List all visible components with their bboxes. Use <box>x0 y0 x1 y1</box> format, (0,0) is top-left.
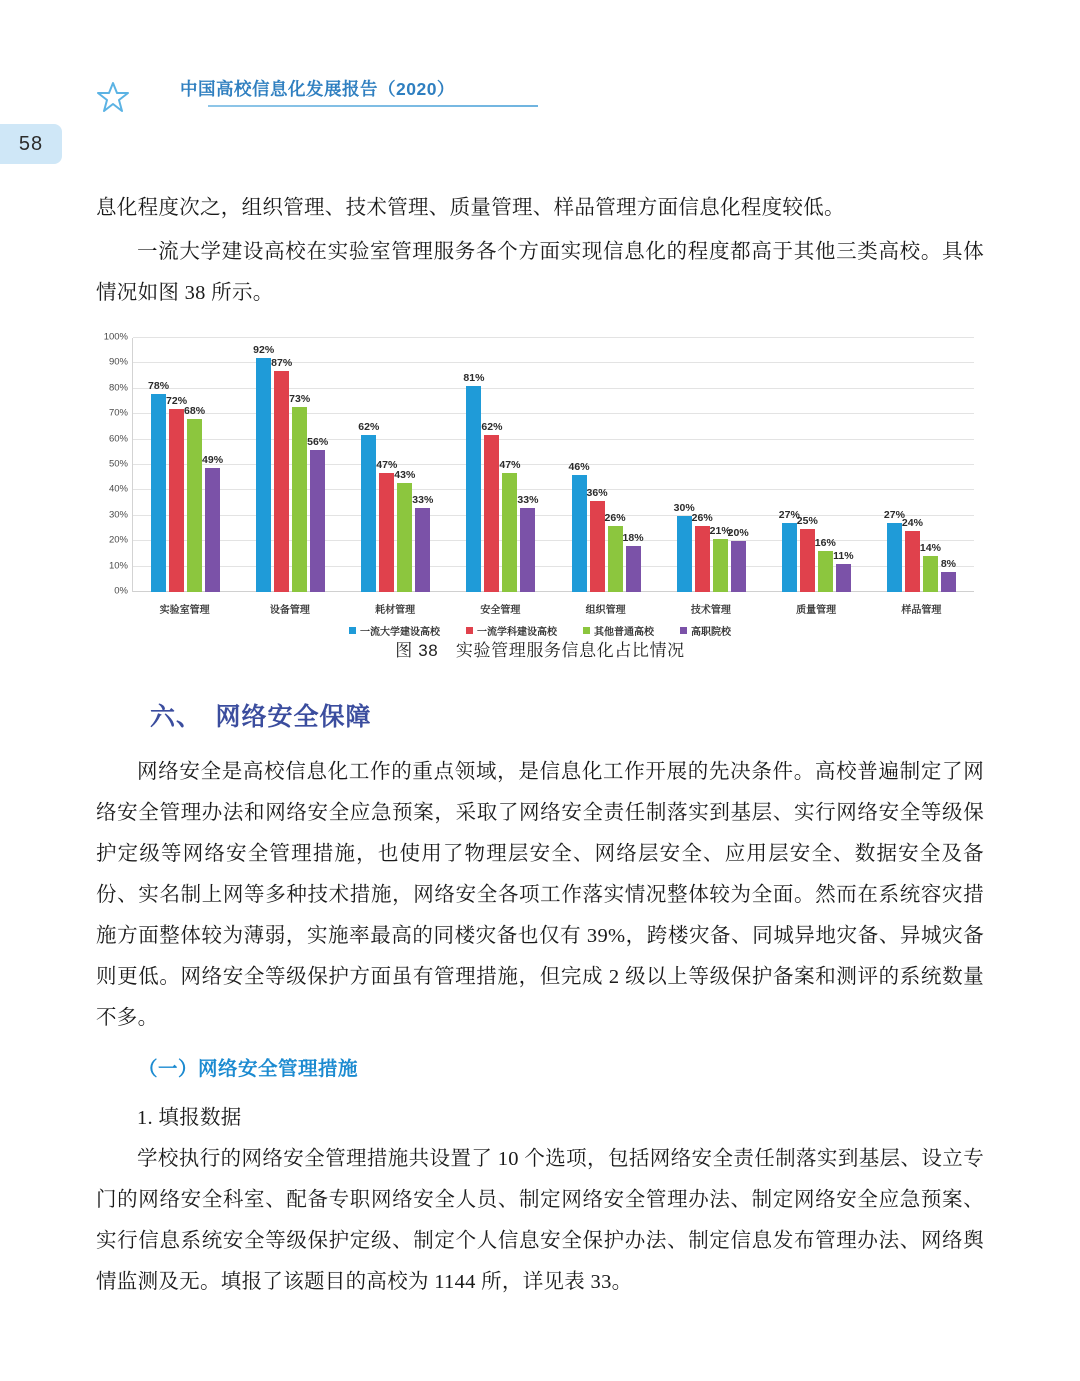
subsection-heading-management-measures: （一）网络安全管理措施 <box>138 1058 359 1080</box>
figure-caption: 图 38 实验管理服务信息化占比情况 <box>395 641 685 660</box>
chart-bar-fill <box>608 526 623 592</box>
chart-bar-fill <box>292 407 307 592</box>
chart-bar <box>376 458 398 592</box>
chart-y-axis-tick: 100% <box>103 331 128 343</box>
chart-bar-fill <box>713 539 728 592</box>
chart-group <box>659 338 764 592</box>
chart-y-axis-tick: 0% <box>114 585 128 597</box>
chart-bar-fill <box>151 394 166 592</box>
chart-legend-label: 其他普通高校 <box>594 627 654 638</box>
chart-bar <box>412 494 434 592</box>
section-heading-network-security: 六、 网络安全保障 <box>150 703 372 731</box>
chart-bar <box>727 527 749 592</box>
chart-bar-value-label: 24% <box>901 517 923 530</box>
chart-bar-fill <box>818 551 833 592</box>
chart-bar <box>833 550 854 592</box>
chart-bar-fill <box>466 386 481 592</box>
chart-bar <box>940 557 957 592</box>
chart-bar-fill <box>941 572 956 592</box>
chart-bar-value-label: 8% <box>940 557 957 570</box>
chart-bar-fill <box>677 516 692 592</box>
chart-bar-value-label: 36% <box>586 486 608 499</box>
chart-bar <box>919 542 941 592</box>
chart-bar-fill <box>923 556 938 592</box>
chart-bar-fill <box>800 529 815 593</box>
chart-bar <box>604 511 626 592</box>
chart-category-label: 实验室管理 <box>159 605 210 616</box>
chart-bar-value-label: 27% <box>778 509 800 522</box>
page-number-badge: 58 <box>0 124 62 164</box>
chart-bar-fill <box>187 419 202 592</box>
chart-bar-fill <box>415 508 430 592</box>
chart-category-label: 质量管理 <box>796 605 837 616</box>
chart-bar <box>883 509 905 592</box>
chart-group <box>343 338 448 592</box>
header-title: 中国高校信息化发展报告（2020） <box>180 79 455 99</box>
chart-y-axis-tick: 70% <box>108 407 128 419</box>
chart-bar <box>166 395 188 592</box>
chart-bar-value-label: 62% <box>358 420 380 433</box>
chart-bar <box>253 344 275 592</box>
chart-bar-value-label: 11% <box>833 550 854 563</box>
chart-bar-value-label: 18% <box>622 532 644 545</box>
chart-bar <box>499 458 521 592</box>
chart-bar <box>622 532 644 592</box>
header-rule <box>208 105 538 107</box>
chart-bar-fill <box>520 508 535 592</box>
chart-group <box>764 338 869 592</box>
chart-plot-area <box>103 331 974 597</box>
chart-y-axis-tick: 30% <box>108 509 128 521</box>
chart-y-axis-tick: 60% <box>108 433 128 445</box>
chart-y-axis-tick: 80% <box>108 382 128 394</box>
chart-bar <box>358 420 380 592</box>
paragraph-text: 一流大学建设高校在实验室管理服务各个方面实现信息化的程度都高于其他三类高校。具体情况如图 38 所示。 <box>96 241 984 304</box>
chart-bar-value-label: 25% <box>796 514 818 527</box>
chart-bar <box>307 435 329 592</box>
paragraph-text: 息化程度次之，组织管理、技术管理、质量管理、样品管理方面信息化程度较低。 <box>96 197 845 219</box>
chart-bar-value-label: 92% <box>253 344 275 357</box>
chart-bar <box>796 514 818 593</box>
chart-bar-value-label: 78% <box>148 379 170 392</box>
chart-group <box>554 338 659 592</box>
running-header <box>96 76 996 116</box>
chart-y-axis-tick: 50% <box>108 458 128 470</box>
chart-category-label: 样品管理 <box>901 605 942 616</box>
chart-legend-swatch <box>680 627 687 634</box>
chart-bar-value-label: 27% <box>883 509 905 522</box>
paragraph-text: 1. 填报数据 <box>137 1107 242 1129</box>
chart-bar <box>463 372 485 592</box>
chart-bar-fill <box>274 371 289 592</box>
chart-bar-fill <box>397 483 412 592</box>
chart-bar-fill <box>695 526 710 592</box>
chart-group <box>448 338 553 592</box>
chart-bar-fill <box>782 523 797 592</box>
star-outline-icon <box>96 80 130 114</box>
chart-bar-value-label: 68% <box>184 405 206 418</box>
chart-bar-fill <box>205 468 220 592</box>
chart-bar-value-label: 26% <box>691 511 713 524</box>
paragraph-top-2 <box>96 232 984 314</box>
chart-bar <box>778 509 800 592</box>
chart-bar-groups <box>133 338 974 592</box>
chart-group <box>869 338 974 592</box>
chart-bar-value-label: 21% <box>709 524 731 537</box>
chart-bar-fill <box>484 435 499 592</box>
chart-bar <box>691 511 713 592</box>
chart-category-label: 安全管理 <box>480 605 521 616</box>
chart-bar-fill <box>361 435 376 592</box>
paragraph-text: 学校执行的网络安全管理措施共设置了 10 个选项，包括网络安全责任制落实到基层、设立专门的网络安全科室、配备专职网络安全人员、制定网络安全管理办法、制定网络安全应急预案、实行信息系统安全等级保护定级、制定个人信息安全保护办法、制定信息发布管理办法、网络舆情监测及无。填报了该题目的高校为 1144 所，详见表 33。 <box>96 1148 984 1293</box>
chart-bar-value-label: 20% <box>727 527 749 540</box>
chart-category-label: 技术管理 <box>690 605 731 616</box>
chart-bar-value-label: 56% <box>307 435 329 448</box>
chart-bar-value-label: 16% <box>814 537 836 550</box>
chart-bar <box>901 517 923 592</box>
chart-bar <box>394 468 416 592</box>
chart-bar-value-label: 33% <box>517 494 539 507</box>
chart-bar <box>271 357 293 592</box>
chart-y-axis-tick: 90% <box>108 356 128 368</box>
chart-y-axis-tick: 10% <box>108 560 128 572</box>
chart-legend-label: 一流大学建设高校 <box>360 627 440 638</box>
chart-bar-value-label: 43% <box>394 468 416 481</box>
chart-group <box>133 338 238 592</box>
paragraph-filled-data <box>96 1139 984 1303</box>
chart-bar-fill <box>310 450 325 592</box>
chart-legend-swatch <box>466 627 473 634</box>
chart-bar <box>814 537 836 592</box>
chart-bar-value-label: 87% <box>271 357 293 370</box>
chart-bar-value-label: 33% <box>412 494 434 507</box>
chart-group <box>238 338 343 592</box>
chart-bar-fill <box>590 501 605 592</box>
chart-category-labels <box>132 601 974 616</box>
chart-bar-fill <box>731 541 746 592</box>
chart-bar-fill <box>379 473 394 592</box>
chart-bar-fill <box>572 475 587 592</box>
chart-bar-value-label: 72% <box>166 395 188 408</box>
chart-bar <box>673 501 695 592</box>
chart-category-label: 组织管理 <box>585 605 626 616</box>
chart-y-axis-tick: 40% <box>108 483 128 495</box>
chart-bar <box>148 379 170 592</box>
chart-bar-value-label: 62% <box>481 420 503 433</box>
chart-bar-value-label: 47% <box>499 458 521 471</box>
figure-38-chart <box>96 330 984 638</box>
chart-bar-fill <box>169 409 184 592</box>
chart-bar <box>586 486 608 592</box>
chart-bar <box>709 524 731 592</box>
chart-category-label: 耗材管理 <box>375 605 416 616</box>
chart-bar-value-label: 46% <box>568 461 590 474</box>
chart-legend-swatch <box>349 627 356 634</box>
chart-legend-label: 一流学科建设高校 <box>477 627 557 638</box>
paragraph-top-1 <box>96 188 984 229</box>
chart-bar <box>289 392 311 592</box>
chart-legend-swatch <box>583 627 590 634</box>
chart-bar-fill <box>905 531 920 592</box>
chart-bar-value-label: 49% <box>202 453 224 466</box>
chart-bar <box>481 420 503 592</box>
chart-bar <box>517 494 539 592</box>
chart-bar-fill <box>626 546 641 592</box>
chart-bar-value-label: 30% <box>673 501 695 514</box>
item-heading-filled-data <box>96 1098 984 1139</box>
chart-bar-value-label: 81% <box>463 372 485 385</box>
chart-bar <box>184 405 206 592</box>
chart-bar-value-label: 14% <box>919 542 941 555</box>
chart-bar-value-label: 73% <box>289 392 311 405</box>
chart-bar <box>568 461 590 592</box>
chart-bar-fill <box>256 358 271 592</box>
chart-bar-fill <box>836 564 851 592</box>
chart-y-axis-tick: 20% <box>108 534 128 546</box>
chart-bar-fill <box>887 523 902 592</box>
chart-legend-label: 高职院校 <box>691 627 731 638</box>
chart-category-label: 设备管理 <box>269 605 310 616</box>
paragraph-text: 网络安全是高校信息化工作的重点领域，是信息化工作开展的先决条件。高校普遍制定了网络安全管理办法和网络安全应急预案，采取了网络安全责任制落实到基层、实行网络安全等级保护定级等网络安全管理措施，也使用了物理层安全、网络层安全、应用层安全、数据安全及备份、实名制上网等多种技术措施，网络安全各项工作落实情况整体较为全面。然而在系统容灾措施方面整体较为薄弱，实施率最高的同楼灾备也仅有 39%，跨楼灾备、同城异地灾备、异城灾备则更低。网络安全等级保护方面虽有管理措施，但完成 2 级以上等级保护备案和测评的系统数量不多。 <box>96 761 984 1029</box>
paragraph-network-security <box>96 752 984 1039</box>
chart-bar-fill <box>502 473 517 592</box>
chart-bar <box>202 453 224 592</box>
chart-bar-value-label: 26% <box>604 511 626 524</box>
chart-bar-value-label: 47% <box>376 458 398 471</box>
